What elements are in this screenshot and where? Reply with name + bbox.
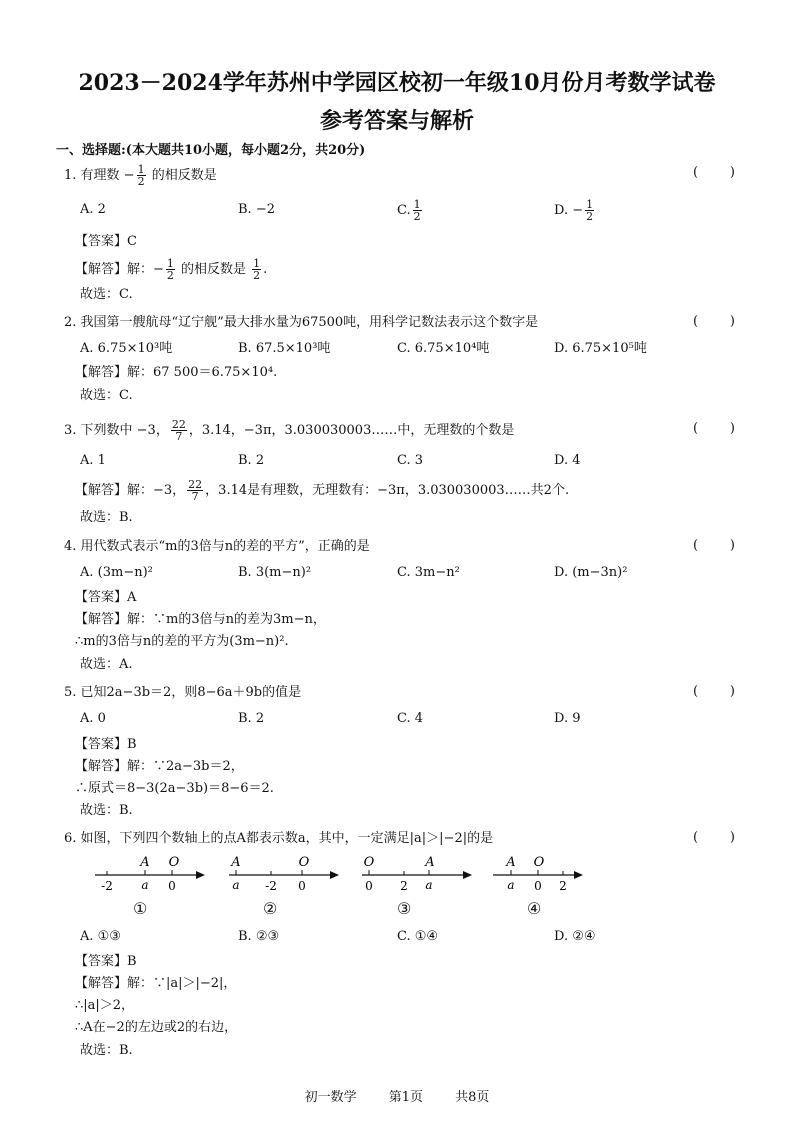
- nl2-tick-2: 0: [298, 879, 306, 893]
- q2-solution: 【解答】解：67 500＝6.75×10⁴.: [75, 365, 278, 380]
- q1-answer-blank: ( ): [693, 165, 735, 180]
- q1-choice: 故选：C.: [80, 287, 133, 302]
- q4-option-b: B. 3(m−n)²: [238, 565, 312, 580]
- q3-option-d: D. 4: [554, 453, 581, 468]
- footer-subject: 初一数学: [304, 1090, 357, 1105]
- q1-stem: 1. 有理数 − $\frac{1}{2}$ 的相反数是: [64, 163, 217, 188]
- nl1-tick-1: a: [141, 878, 149, 892]
- q3-solution: 【解答】解：−3， $\frac{22}{7}$ ，3.14是有理数，无理数有：−3π，3.030030003……共2个.: [75, 478, 570, 503]
- nl4-tick-0: a: [507, 878, 515, 892]
- q1-solution: 【解答】解：− $\frac{1}{2}$ 的相反数是 $\frac{1}{2}$ .: [75, 257, 268, 282]
- q5-option-b: B. 2: [238, 711, 265, 726]
- q6-option-d: D. ②④: [554, 929, 596, 944]
- q3-stem: 3. 下列数中 −3， $\frac{22}{7}$ ，3.14，−3π，3.030030003……中，无理数的个数是: [64, 418, 515, 443]
- q3-answer-blank: ( ): [693, 421, 735, 436]
- q2-option-a: A. 6.75×10³吨: [80, 341, 173, 356]
- q3-option-a: A. 1: [80, 453, 106, 468]
- q4-solution-1: 【解答】解：∵m的3倍与n的差为3m−n，: [75, 612, 326, 627]
- nl3-tick-1: 2: [400, 879, 408, 893]
- number-line-1-label: ①: [133, 899, 148, 918]
- q2-stem: 2. 我国第一艘航母“辽宁舰”最大排水量为67500吨，用科学记数法表示这个数字是: [64, 315, 539, 330]
- nl2-top-0: A: [231, 855, 241, 870]
- number-line-1: [90, 855, 210, 895]
- q3-option-b: B. 2: [238, 453, 265, 468]
- number-line-3: [357, 855, 477, 895]
- nl2-tick-1: -2: [265, 879, 277, 893]
- page-footer: [0, 1086, 794, 1105]
- nl4-top-1: O: [533, 855, 545, 870]
- q5-answer: 【答案】B: [75, 737, 137, 752]
- q6-answer: 【答案】B: [75, 954, 137, 969]
- title-line-2: 参考答案与解析: [319, 108, 474, 134]
- q5-choice: 故选：B.: [80, 803, 133, 818]
- nl1-tick-0: -2: [101, 879, 113, 893]
- q5-solution-2: ∴原式＝8−3(2a−3b)＝8−6＝2.: [75, 781, 274, 796]
- q5-option-c: C. 4: [397, 711, 424, 726]
- q2-option-d: D. 6.75×10⁵吨: [554, 341, 647, 356]
- q5-stem: 5. 已知2a−3b＝2，则8−6a＋9b的值是: [64, 685, 302, 700]
- nl4-top-0: A: [506, 855, 516, 870]
- q6-solution-1: 【解答】解：∵|a|＞|−2|，: [75, 976, 237, 991]
- q1-option-b: B. −2: [238, 202, 275, 217]
- q3-option-c: C. 3: [397, 453, 424, 468]
- nl1-top-2: O: [168, 855, 180, 870]
- q5-option-a: A. 0: [80, 711, 106, 726]
- q1-answer: 【答案】C: [75, 234, 137, 249]
- nl4-tick-2: 2: [559, 879, 567, 893]
- nl2-tick-0: a: [232, 878, 240, 892]
- q5-solution-1: 【解答】解：∵2a−3b＝2，: [75, 759, 244, 774]
- q4-answer-blank: ( ): [693, 538, 735, 553]
- q6-answer-blank: ( ): [693, 830, 735, 845]
- q4-solution-2: ∴m的3倍与n的差的平方为(3m−n)².: [75, 634, 289, 649]
- number-line-2-label: ②: [263, 899, 278, 918]
- q4-answer: 【答案】A: [75, 590, 137, 605]
- number-line-3-label: ③: [397, 899, 412, 918]
- arrow-icon: [196, 871, 205, 879]
- q1-option-a: A. 2: [80, 202, 106, 217]
- number-line-2: [224, 855, 344, 895]
- nl3-tick-0: 0: [365, 879, 373, 893]
- footer-page: 第1页: [388, 1090, 423, 1105]
- q6-solution-3: ∴A在−2的左边或2的右边，: [75, 1020, 238, 1035]
- number-line-4: [488, 855, 608, 895]
- arrow-icon: [330, 871, 339, 879]
- arrow-icon: [463, 871, 472, 879]
- section-heading: 一、选择题:(本大题共10小题，每小题2分，共20分): [56, 143, 366, 158]
- q2-choice: 故选：C.: [80, 388, 133, 403]
- nl2-top-2: O: [298, 855, 310, 870]
- q4-choice: 故选：A.: [80, 657, 133, 672]
- q6-choice: 故选：B.: [80, 1043, 133, 1058]
- q1-option-d: D. − $\frac{1}{2}$: [554, 198, 594, 223]
- q6-option-a: A. ①③: [80, 929, 121, 944]
- q1-option-c: C. $\frac{1}{2}$: [397, 198, 421, 223]
- q1-stem-fraction: $\frac{1}{2}$: [137, 163, 145, 188]
- nl3-top-0: O: [363, 855, 375, 870]
- q5-option-d: D. 9: [554, 711, 581, 726]
- q5-answer-blank: ( ): [693, 684, 735, 699]
- q4-option-a: A. (3m−n)²: [80, 565, 153, 580]
- number-line-4-label: ④: [527, 899, 542, 918]
- q4-option-d: D. (m−3n)²: [554, 565, 628, 580]
- nl1-tick-2: 0: [168, 879, 176, 893]
- q3-choice: 故选：B.: [80, 510, 133, 525]
- q6-option-b: B. ②③: [238, 929, 280, 944]
- q4-option-c: C. 3m−n²: [397, 565, 460, 580]
- q2-option-b: B. 67.5×10³吨: [238, 341, 331, 356]
- nl3-top-2: A: [425, 855, 435, 870]
- q2-option-c: C. 6.75×10⁴吨: [397, 341, 490, 356]
- arrow-icon: [574, 871, 583, 879]
- q6-option-c: C. ①④: [397, 929, 439, 944]
- q4-stem: 4. 用代数式表示“m的3倍与n的差的平方”，正确的是: [64, 539, 370, 554]
- nl3-tick-2: a: [425, 878, 433, 892]
- q6-stem: 6. 如图，下列四个数轴上的点A都表示数a，其中，一定满足|a|＞|−2|的是: [64, 831, 494, 846]
- q6-solution-2: ∴|a|＞2，: [75, 998, 135, 1013]
- nl1-top-1: A: [140, 855, 150, 870]
- footer-total: 共8页: [455, 1090, 490, 1105]
- nl4-tick-1: 0: [534, 879, 542, 893]
- title-line-1: 2023－2024学年苏州中学园区校初一年级10月份月考数学试卷: [78, 70, 716, 96]
- q2-answer-blank: ( ): [693, 314, 735, 329]
